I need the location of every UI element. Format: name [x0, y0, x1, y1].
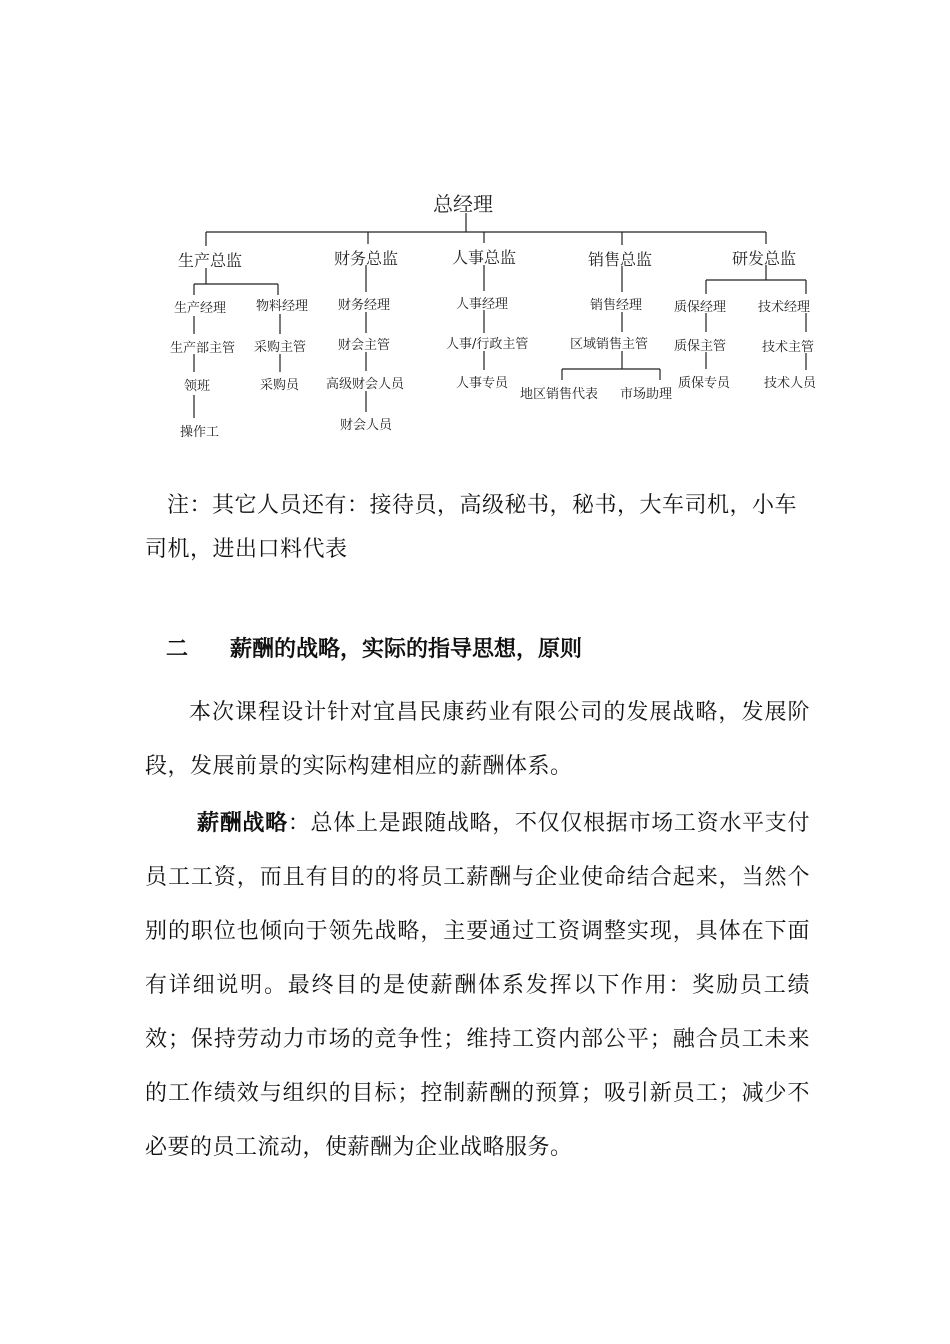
org-position: 地区销售代表	[520, 387, 599, 402]
section-title: 薪酬的战略，实际的指导思想，原则	[230, 637, 583, 662]
org-position: 质保专员	[678, 376, 731, 391]
org-position: 操作工	[180, 425, 220, 440]
org-chart	[0, 0, 950, 460]
org-position: 市场助理	[620, 387, 673, 402]
section-number: 二	[166, 637, 189, 662]
org-position: 技术人员	[764, 376, 817, 391]
org-position: 领班	[184, 379, 211, 394]
org-position: 采购主管	[254, 340, 307, 355]
org-position: 物料经理	[256, 299, 309, 314]
org-director-production: 生产总监	[178, 251, 243, 270]
org-director-hr: 人事总监	[452, 248, 517, 267]
org-director-rnd: 研发总监	[732, 249, 797, 268]
org-position: 生产经理	[174, 301, 227, 316]
org-position: 质保主管	[674, 339, 727, 354]
org-position: 人事/行政主管	[446, 337, 529, 352]
org-position: 财会人员	[340, 418, 393, 433]
org-director-sales: 销售总监	[588, 250, 653, 269]
paragraph-text: ：总体上是跟随战略，不仅仅根据市场工资水平支付员工工资，而且有目的的将员工薪酬与企业使命结合起来，当然个别的职位也倾向于领先战略，主要通过工资调整实现，具体在下面有详细说明。最终目的是使薪酬体系发挥以下作用：奖励员工绩效；保持劳动力市场的竞争性；维持工资内部公平；融合员工未来的工作绩效与组织的目标；控制薪酬的预算；吸引新员工；减少不必要的员工流动，使薪酬为企业战略服务。	[145, 811, 810, 1160]
org-position: 生产部主管	[170, 341, 236, 356]
body-paragraph: 本次课程设计针对宜昌民康药业有限公司的发展战略，发展阶段，发展前景的实际构建相应的薪酬体系。	[145, 700, 810, 779]
body-paragraph	[145, 797, 810, 1175]
section-heading	[166, 632, 582, 663]
org-position: 财务经理	[338, 298, 391, 313]
org-position: 质保经理	[674, 300, 727, 315]
org-chart-lines	[0, 0, 950, 460]
org-position: 人事专员	[456, 376, 509, 391]
org-position: 技术主管	[762, 340, 815, 355]
org-position: 区域销售主管	[570, 337, 649, 352]
org-position: 财会主管	[338, 338, 391, 353]
org-position: 销售经理	[590, 298, 643, 313]
org-director-finance: 财务总监	[334, 249, 399, 268]
org-root: 总经理	[433, 192, 493, 216]
org-position: 高级财会人员	[326, 377, 405, 392]
org-position: 采购员	[260, 378, 300, 393]
note-paragraph: 注：其它人员还有：接待员，高级秘书，秘书，大车司机，小车司机，进出口料代表	[145, 493, 798, 562]
org-position: 技术经理	[758, 300, 811, 315]
paragraph-lead: 薪酬战略	[197, 811, 288, 836]
org-position: 人事经理	[456, 297, 509, 312]
